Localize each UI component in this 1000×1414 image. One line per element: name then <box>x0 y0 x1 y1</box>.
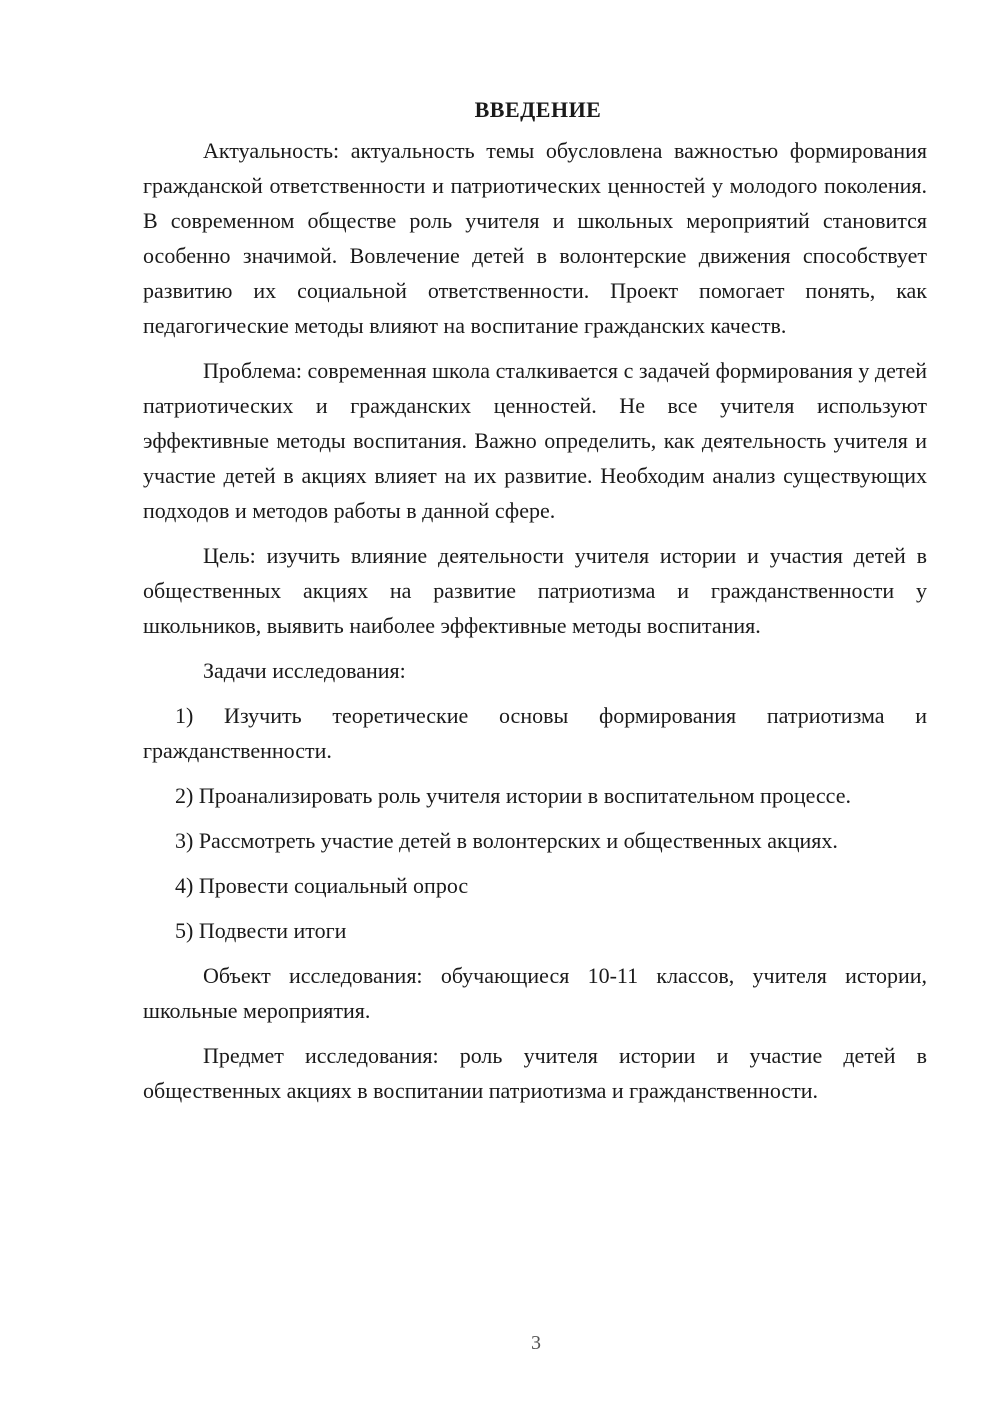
task-item-2: 2) Проанализировать роль учителя истории в воспитательном процессе. <box>175 783 851 808</box>
goal-paragraph: Цель: изучить влияние деятельности учителя истории и участия детей в общественных акциях на развитие патриотизма и гражданственности у школьников, выявить наиболее эффективные методы воспитания. <box>143 543 927 638</box>
subject-paragraph: Предмет исследования: роль учителя истории и участие детей в общественных акциях в воспитании патриотизма и гражданственности. <box>143 1043 927 1103</box>
document-page <box>143 92 927 1118</box>
object-paragraph: Объект исследования: обучающиеся 10-11 классов, учителя истории, школьные мероприятия. <box>143 963 927 1023</box>
problem-paragraph: Проблема: современная школа сталкивается с задачей формирования у детей патриотических и гражданских ценностей. Не все учителя используют эффективные методы воспитания. Важно определить, как деятельность учителя и участие детей в акциях влияет на их развитие. Необходим анализ существующих подходов и методов работы в данной сфере. <box>143 358 927 523</box>
section-title: ВВЕДЕНИЕ <box>474 97 602 122</box>
task-item-1: 1) Изучить теоретические основы формирования патриотизма и гражданственности. <box>143 703 927 763</box>
tasks-heading: Задачи исследования: <box>203 658 406 683</box>
relevance-paragraph: Актуальность: актуальность темы обусловлена важностью формирования гражданской ответственности и патриотических ценностей у молодого поколения. В современном обществе роль учителя и школьных мероприятий становится особенно значимой. Вовлечение детей в волонтерские движения способствует развитию их социальной ответственности. Проект помогает понять, как педагогические методы влияют на воспитание гражданских качеств. <box>143 138 927 338</box>
task-item-3: 3) Рассмотреть участие детей в волонтерских и общественных акциях. <box>175 828 838 853</box>
page-number: 3 <box>531 1332 541 1354</box>
task-item-5: 5) Подвести итоги <box>175 918 347 943</box>
task-item-4: 4) Провести социальный опрос <box>175 873 469 898</box>
